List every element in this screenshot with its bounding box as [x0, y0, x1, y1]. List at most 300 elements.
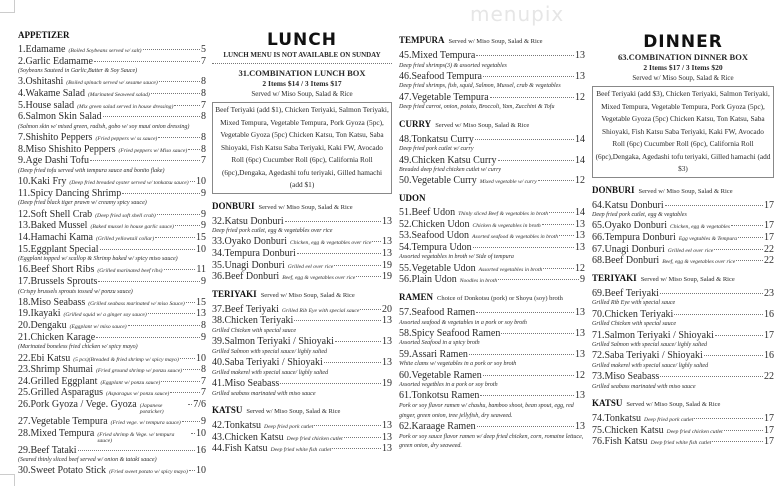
menu-item	[18, 387, 206, 399]
item-name: 5.House salad	[18, 99, 75, 111]
menu-item	[399, 328, 585, 340]
item-detail: Pork or soy flavor ramen w/ chashu, bamboo shoot, bean spout, egg, red ginger, green onion, tree jellyfish, dry seaweed.	[399, 403, 574, 419]
menu-section	[399, 34, 585, 113]
dot-leader	[476, 55, 574, 56]
dot-leader	[183, 369, 200, 370]
item-name: 14.Hamachi Kama	[18, 231, 93, 243]
item-name: 56.Plain Udon	[399, 274, 457, 286]
dot-leader	[100, 249, 195, 250]
item-price: 13	[382, 357, 392, 369]
section-subtitle: Served w/ Miso Soup, Salad & Rice	[246, 407, 341, 415]
item-price: 17	[764, 329, 774, 341]
menu-item	[212, 271, 392, 283]
menu-item	[399, 230, 585, 242]
menu-item	[18, 176, 206, 188]
item-description: Deep fried white fish cutlet	[270, 447, 332, 454]
item-name: 61.Tonkotsu Ramen	[399, 390, 480, 402]
item-price: 13	[382, 315, 392, 327]
lunch-note: LUNCH MENU IS NOT AVAILABLE ON SUNDAY	[212, 50, 392, 64]
item-name: 35.Unagi Donburi	[212, 259, 285, 271]
dinner-column	[592, 32, 774, 448]
item-name: 29.Beef Tataki	[18, 444, 77, 456]
menu-section	[399, 192, 585, 286]
menu-item	[592, 288, 774, 300]
section-header	[212, 404, 392, 418]
menu-section	[18, 29, 206, 477]
item-description: Beef, egg & vegetables over rice	[282, 275, 356, 282]
item-detail: Assorted Seafood in a spicy broth	[399, 340, 480, 347]
menu-item	[212, 248, 392, 260]
item-price: 13	[575, 348, 585, 360]
item-detail: Grilled makerel with special sauce/ lighly salted	[592, 363, 709, 370]
dot-leader	[490, 97, 574, 98]
item-price: 20	[382, 303, 392, 315]
dot-leader	[174, 105, 200, 106]
menu-item	[18, 399, 206, 416]
item-name: 27.Vegetable Tempura	[18, 415, 108, 427]
dot-leader	[715, 335, 763, 336]
item-name: 20.Dengaku	[18, 320, 67, 332]
item-name: 54.Tempura Udon	[399, 241, 472, 253]
watermark: menupix	[470, 2, 565, 26]
item-name: 30.Sweet Potato Stick	[18, 465, 107, 477]
menu-item	[18, 220, 206, 232]
menu-item	[399, 50, 585, 62]
menu-item	[592, 244, 774, 256]
item-description: Asorted seafood & vegetables in broth	[472, 234, 559, 241]
section-header	[592, 272, 774, 286]
dot-leader	[501, 333, 574, 334]
menu-item	[18, 244, 206, 256]
menu-item	[399, 370, 585, 382]
lunch-title: LUNCH	[267, 30, 337, 50]
menu-item	[399, 71, 585, 83]
item-description: (Asparagus w/ ponzu sauce)	[106, 391, 170, 398]
item-price: 16	[764, 350, 774, 362]
dot-leader	[372, 241, 381, 242]
menu-item	[18, 209, 206, 221]
item-detail: Deep fried shrimps, fish, squid, Salmon, Mussel, crab & vegetables	[399, 83, 561, 90]
dot-leader	[480, 395, 574, 396]
item-price: 22	[764, 243, 774, 255]
menu-section	[212, 288, 392, 399]
item-price: 7	[201, 99, 206, 111]
item-detail: White clams w/ vegetables in a pork or soy broth	[399, 361, 517, 368]
item-name: 4.Wakame Salad	[18, 88, 85, 100]
item-description: Chicken & vegetables in broth	[472, 222, 541, 229]
menu-item	[212, 260, 392, 272]
item-price: 13	[575, 390, 585, 402]
item-name: 21.Chicken Karage	[18, 331, 96, 343]
section-title: DONBURI	[592, 184, 635, 195]
menu-item	[592, 232, 774, 244]
item-price: 12	[575, 175, 585, 187]
menu-item	[592, 255, 774, 267]
item-description: (5 pcs)(Breaded & fried shrimp w/ spicy mayo)	[73, 356, 179, 363]
dot-leader	[96, 337, 200, 338]
menu-section	[212, 200, 392, 283]
item-description: (Deep fried breaded oyster served w/ tonkatsu sauce)	[69, 180, 189, 187]
item-name: 32.Katsu Donburi	[212, 215, 284, 227]
item-price: 16	[764, 308, 774, 320]
item-price: 19	[382, 259, 392, 271]
item-name: 76.Fish Katsu	[592, 436, 648, 448]
item-price: 14	[575, 133, 585, 145]
item-detail: Deep fried pork cutlet, egg & vegtables	[592, 212, 687, 219]
item-name: 16.Beef Short Ribs	[18, 264, 95, 276]
item-description: (Boiled Soybeans served w/ salt)	[68, 48, 142, 54]
item-price: 19	[382, 378, 392, 390]
dot-leader	[98, 281, 200, 282]
item-description: Deep fried white fish cutlet	[650, 440, 712, 447]
item-name: 67.Unagi Donburi	[592, 243, 665, 255]
item-description: Grilled Rib Eye with special sauce	[281, 307, 360, 314]
item-price: 13	[382, 431, 392, 443]
item-description: (Deep fried soft shell crab)	[95, 212, 156, 219]
item-price: 13	[575, 241, 585, 253]
dot-leader	[660, 293, 763, 294]
dot-leader	[297, 253, 381, 254]
dot-leader	[665, 205, 763, 206]
item-description: (Grilled squid w/ a ginger soy sauce)	[63, 312, 147, 319]
combo-title: 31.COMBINATION LUNCH BOX	[238, 68, 366, 78]
menu-item	[18, 276, 206, 288]
item-price: 14	[575, 154, 585, 166]
item-price: 13	[575, 421, 585, 433]
item-name: 19.Ikayaki	[18, 308, 61, 320]
item-price: 13	[196, 308, 206, 320]
menu-item	[592, 436, 774, 448]
item-description: (Grilled yellowtail collar)	[95, 235, 155, 242]
item-price: 9	[201, 331, 206, 343]
menu-item	[18, 111, 206, 123]
menu-item	[18, 132, 206, 144]
dot-leader	[332, 448, 381, 449]
item-price: 13	[575, 230, 585, 242]
dot-leader	[285, 221, 381, 222]
item-detail: (Deep fried black tiger prawn w/ creamy spicy sauce)	[18, 200, 147, 207]
item-detail: Grilled Rib Eye with special sauce	[592, 300, 676, 307]
dot-leader	[182, 421, 200, 422]
combo-price: 2 Items $17 / 3 Items $20	[643, 63, 723, 72]
section-header	[212, 200, 392, 214]
item-name: 71.Salmon Teriyaki / Shioyaki	[592, 329, 714, 341]
section-subtitle: Served w/ Miso Soup, Salad & Rice	[640, 275, 735, 283]
dot-leader	[175, 225, 200, 226]
section-title: TEMPURA	[399, 35, 445, 45]
item-detail: Deep fried carrot, onion, potato, Broccoli, Yam, Zucchini & Tofu	[399, 104, 555, 111]
item-description: Grilled eel over rice	[667, 247, 714, 254]
item-price: 8	[201, 320, 206, 332]
item-detail: Assorted vegetables in broth w/ Side of tempura	[399, 254, 514, 261]
item-name: 8.Miso Shishito Peppers	[18, 143, 116, 155]
section-title: KATSU	[592, 398, 623, 409]
dot-leader	[170, 392, 200, 393]
item-price: 23	[764, 287, 774, 299]
item-name: 7.Shishito Peppers	[18, 132, 93, 144]
dot-leader	[90, 160, 200, 161]
item-description: (Japanese potsticker)	[139, 402, 164, 416]
menu-item	[212, 315, 392, 327]
item-price: 8	[201, 76, 206, 88]
dot-leader	[549, 212, 574, 213]
section-title: TERIYAKI	[212, 288, 257, 299]
item-name: 38.Chicken Teriyaki	[212, 315, 294, 327]
item-price: 13	[382, 236, 392, 248]
menu-item	[18, 297, 206, 309]
item-name: 34.Tempura Donburi	[212, 247, 296, 259]
item-detail: (Crispy brussels sprouts tossed w/ ponzu sauce)	[18, 288, 133, 295]
section-subtitle: Served w/ Miso Soup, Salad & Rice	[260, 291, 355, 299]
item-description: (Marinated Seaweed salad)	[87, 92, 150, 99]
item-name: 11.Spicy Dancing Shrimp	[18, 187, 122, 199]
dot-leader	[543, 268, 574, 269]
item-price: 22	[764, 371, 774, 383]
item-price: 12	[575, 91, 585, 103]
menu-item	[18, 264, 206, 276]
item-description: Assorted vegetables in broth	[478, 266, 543, 273]
item-description: (Fried peppers w/ ss sauce)	[95, 136, 158, 143]
item-price: 13	[575, 218, 585, 230]
item-name: 69.Beef Teriyaki	[592, 287, 659, 299]
dot-leader	[738, 237, 763, 238]
item-detail: Grilled Chicken with special sauce	[592, 321, 676, 328]
item-price: 9	[580, 274, 585, 286]
item-name: 37.Beef Teriyaki	[212, 303, 279, 315]
dot-leader	[731, 225, 763, 226]
item-price: 9	[201, 208, 206, 220]
menu-section	[399, 118, 585, 187]
item-name: 39.Salmon Teriyaki / Shioyaki	[212, 336, 334, 348]
section-header	[399, 34, 585, 48]
item-price: 13	[382, 336, 392, 348]
menu-item	[18, 155, 206, 167]
item-price: 22	[764, 255, 774, 267]
dot-leader	[538, 180, 574, 181]
item-price: 9	[201, 187, 206, 199]
item-name: 64.Katsu Donburi	[592, 199, 664, 211]
menu-section	[212, 404, 392, 455]
item-description: Noodles in broth	[459, 278, 498, 285]
menu-item	[399, 242, 585, 254]
item-name: 6.Salmon Skin Salad	[18, 111, 102, 123]
menu-item	[18, 376, 206, 388]
item-price: 5	[201, 44, 206, 55]
item-description: Deep fried chicken cutlet	[286, 435, 343, 442]
dot-leader	[151, 93, 200, 94]
section-header	[399, 192, 585, 205]
menu-item	[399, 274, 585, 286]
dot-leader	[475, 139, 574, 140]
section-title: APPETIZER	[18, 30, 70, 40]
menu-item	[212, 336, 392, 348]
item-name: 18.Miso Seabass	[18, 296, 86, 308]
item-description: Deep fried pork cutlet	[264, 423, 314, 430]
item-name: 1.Edamame	[18, 44, 66, 55]
dot-leader	[477, 426, 574, 427]
menu-item	[399, 207, 585, 219]
item-price: 8	[201, 111, 206, 123]
item-price: 13	[575, 70, 585, 82]
section-header	[18, 29, 206, 42]
menu-item	[592, 309, 774, 321]
section-subtitle: Served w/ Miso Soup, Salad & Rice	[626, 401, 721, 409]
item-name: 33.Oyako Donburi	[212, 236, 287, 248]
menu-item	[18, 76, 206, 88]
item-description: (Mix green salad served in house dressing)	[77, 103, 174, 110]
item-name: 50.Vegetable Curry	[399, 175, 477, 187]
dot-leader	[704, 355, 763, 356]
dinner-title: DINNER	[643, 32, 723, 52]
item-name: 70.Chicken Teriyaki	[592, 308, 674, 320]
menu-item	[399, 175, 585, 187]
dot-leader	[294, 320, 381, 321]
appetizer-column	[18, 24, 206, 477]
item-name: 47.Vegetable Tempura	[399, 91, 489, 103]
dot-leader	[712, 441, 763, 442]
item-name: 10.Kaki Fry	[18, 176, 67, 188]
menu-item	[592, 330, 774, 342]
item-detail: Pork or soy sauce flavor ramen w/ deep fried chicken, corn, romaine lettuce, green onion, dry seaweed.	[399, 433, 584, 450]
menu-item	[399, 219, 585, 231]
item-name: 15.Eggplant Special	[18, 243, 99, 255]
menu-item	[399, 349, 585, 361]
dot-leader	[188, 149, 200, 150]
combo-choices-box: Beef Teriyaki (add $1), Chicken Teriyaki, Salmon Teriyaki, Mixed Tempura, Vegetable Tempura, Pork Gyoza (5pc), Vegetable Gyoza (5pc) Chicken Katsu, Ton Katsu, Saba Shioyaki, Fish Katsu Saba Teriyaki, Kaki FW, Avocado Roll (6pc) Cucumber Roll (6pc), California Roll (6pc),Dengaka, Agedashi tofu teriyaki, Gilled hamachi (add $1)	[212, 102, 392, 194]
dot-leader	[143, 49, 201, 50]
item-description: (Fried sweet potato w/ spicy mayo)	[109, 469, 188, 476]
item-detail: (Soybeans Sauteed in Garlic,Butter & Soy Sauce)	[18, 68, 138, 75]
menu-item	[18, 188, 206, 200]
menu-item	[18, 416, 206, 428]
item-detail: Assorted vegetbles in a pork or soy broth	[399, 382, 498, 389]
dot-leader	[148, 313, 195, 314]
item-name: 53.Seafood Udon	[399, 230, 469, 242]
item-price: 10	[196, 427, 206, 439]
dot-leader	[190, 181, 195, 182]
menu-item	[212, 216, 392, 228]
menu-section	[592, 397, 774, 448]
item-name: 49.Chicken Katsu Curry	[399, 154, 497, 166]
menu-item	[18, 308, 206, 320]
dot-leader	[476, 312, 574, 313]
item-name: 73.Miso Seabass	[592, 371, 660, 383]
section-subtitle: Served w/ Miso Soup, Salad & Rice	[448, 38, 543, 45]
combo-served: Served w/ Miso Soup, Salad & Rice	[632, 74, 734, 82]
item-price: 14	[575, 207, 585, 219]
menu-item	[18, 320, 206, 332]
item-description: (Grilled seabass marinated w/ miso Sauce)	[88, 300, 185, 307]
section-header	[212, 288, 392, 302]
section-title: TERIYAKI	[592, 272, 637, 283]
menu-item	[18, 144, 206, 156]
item-price: 13	[382, 419, 392, 431]
item-name: 43.Chicken Katsu	[212, 431, 284, 443]
crop-mark	[0, 474, 15, 486]
dot-leader	[356, 276, 381, 277]
dot-leader	[360, 309, 381, 310]
item-name: 28.Mixed Tempura	[18, 427, 95, 439]
item-description: (Eggplant w/ miso sauce)	[69, 324, 127, 331]
item-name: 52.Chicken Udon	[399, 218, 470, 230]
item-name: 12.Soft Shell Crab	[18, 208, 93, 220]
menu-section	[592, 272, 774, 392]
item-description: Deep fried pork cutlet	[644, 417, 694, 424]
dot-leader	[103, 116, 200, 117]
item-price: 13	[575, 327, 585, 339]
item-description: (Boiled spinach served w/ sesame sauce)	[66, 80, 158, 87]
section-header	[399, 118, 585, 132]
item-detail: Grilled Salmon with special sauce/ lighly salted	[212, 348, 327, 355]
combo-price: 2 Items $14 / 3 Items $17	[262, 79, 342, 88]
menu-item	[592, 350, 774, 362]
item-description: (Fried ground shrimp w/ ponzu sauce)	[96, 368, 183, 375]
item-name: 22.Ebi Katsu	[18, 352, 71, 364]
dot-leader	[122, 193, 200, 194]
item-detail: (Seared thinly sliced beef served w/ onion & tataki sauce)	[18, 457, 157, 464]
item-detail: Grilled Salmon with special sauce/ lighly salted	[592, 342, 707, 349]
dot-leader	[335, 341, 381, 342]
dot-leader	[483, 375, 574, 376]
menu-item	[18, 232, 206, 244]
item-name: 13.Baked Mussel	[18, 220, 88, 232]
menu-item	[18, 465, 206, 477]
item-name: 59.Assari Ramen	[399, 348, 468, 360]
item-price: 13	[382, 443, 392, 455]
item-name: 48.Tonkatsu Curry	[399, 133, 474, 145]
item-detail: (Eggplant topped w/ scallop & Shrimp baked w/ spicy miso sauce)	[18, 256, 178, 263]
dot-leader	[473, 247, 574, 248]
item-price: 19	[382, 271, 392, 283]
lunch-column	[212, 30, 392, 455]
item-name: 41.Miso Seabass	[212, 378, 280, 390]
item-price: 7	[201, 387, 206, 399]
item-price: 13	[575, 50, 585, 61]
item-name: 40.Saba Teriyaki / Shioyaki	[212, 357, 323, 369]
item-price: 8	[201, 88, 206, 100]
dot-leader	[280, 383, 381, 384]
menu-item	[399, 263, 585, 275]
item-name: 36.Beef Donburi	[212, 271, 280, 283]
menu-item	[212, 420, 392, 432]
dot-leader	[498, 279, 579, 280]
item-price: 7	[201, 155, 206, 167]
menu-item	[399, 390, 585, 402]
combo-title: 63.COMBINATION DINNER BOX	[618, 52, 748, 62]
section-subtitle: Served w/ Miso Soup, Salad & Rice	[638, 187, 733, 195]
menu-item	[18, 445, 206, 457]
item-description: Grilled eel over rice	[287, 263, 334, 270]
dot-leader	[542, 224, 574, 225]
item-detail: Deep fried pork cutlet w/ curry	[399, 146, 474, 153]
combo-served: Served w/ Miso Soup, Salad & Rice	[251, 90, 353, 98]
menu-item	[592, 220, 774, 232]
menu-item	[18, 100, 206, 112]
item-name: 62.Karaage Ramen	[399, 421, 476, 433]
item-price: 15	[196, 231, 206, 243]
item-detail: (Deep fried tofu served with tempura sauce and bonito flake)	[18, 167, 165, 174]
menu-item	[399, 307, 585, 319]
item-price: 17	[764, 199, 774, 211]
menu-item	[592, 425, 774, 437]
section-title: UDON	[399, 193, 426, 204]
item-name: 44.Fish Katsu	[212, 443, 268, 455]
lunch-sections	[212, 200, 392, 455]
section-header	[592, 184, 774, 198]
item-name: 55.Vegetable Udon	[399, 262, 476, 274]
dot-leader	[483, 76, 574, 77]
menu-item	[18, 332, 206, 344]
